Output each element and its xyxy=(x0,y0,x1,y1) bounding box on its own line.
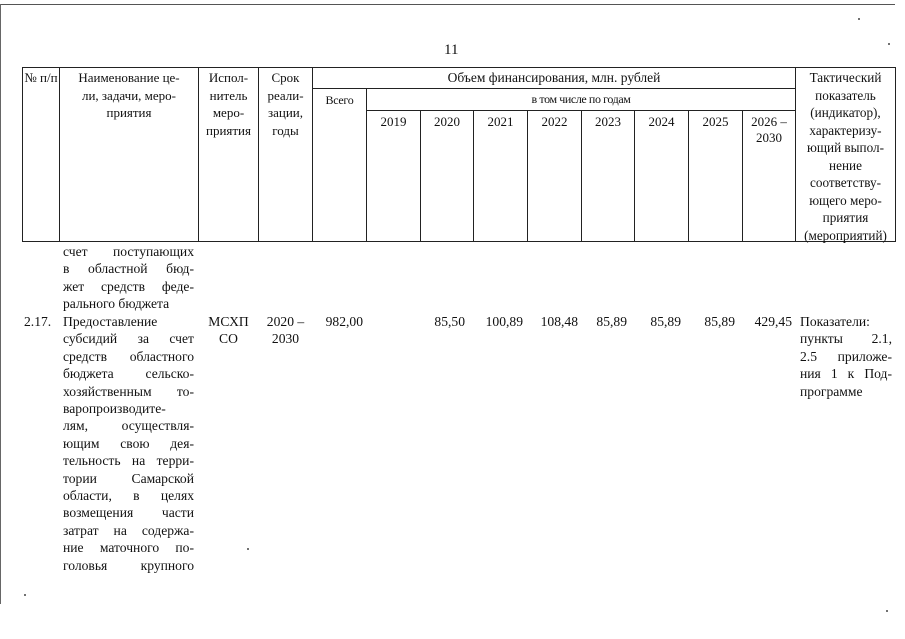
hdr-cell-num xyxy=(22,67,60,242)
row-term: 2020 – 2030 xyxy=(266,314,305,347)
hdr-label-indicator: Тактический показатель (индикатор), характеризу- ющий выпол- нение соответству- ющего меро- приятия (мероприятий) xyxy=(804,70,887,243)
scan-speck xyxy=(858,18,860,20)
continuation-text: счет поступающих в областной бюд- жет средств феде- рального бюджета xyxy=(63,244,194,312)
scan-speck xyxy=(24,594,26,596)
year-label: 2025 xyxy=(702,114,729,129)
year-label: 2019 xyxy=(380,114,407,129)
year-label: 2021 xyxy=(487,114,514,129)
hdr-label-name: Наименование це- ли, задачи, меро- приятия xyxy=(78,70,180,120)
row-value-2023: 85,89 xyxy=(596,314,627,329)
row-value-2020: 85,50 xyxy=(434,314,465,329)
year-label: 2022 xyxy=(541,114,568,129)
hdr-label-term: Срок реали- зации, годы xyxy=(267,70,304,138)
row-indicator: Показатели: пункты 2.1, 2.5 приложе- ния 1 к Под- программе xyxy=(800,314,892,399)
scan-speck xyxy=(247,548,249,550)
page-number: 11 xyxy=(444,42,459,58)
year-label: 2023 xyxy=(595,114,621,129)
hdr-cell-total xyxy=(312,88,367,242)
scan-speck xyxy=(888,43,890,45)
scan-left-edge xyxy=(0,4,1,604)
scan-top-edge xyxy=(0,0,895,5)
row-value-2025: 85,89 xyxy=(704,314,735,329)
hdr-label-num: № п/п xyxy=(24,70,58,85)
row-value-2024: 85,89 xyxy=(650,314,681,329)
row-value-2022: 108,48 xyxy=(540,314,578,329)
row-value-2021: 100,89 xyxy=(485,314,523,329)
row-total: 982,00 xyxy=(325,314,363,329)
row-name: Предоставление субсидий за счет средств областного бюджета сельско- хозяйственным то- варопроизводите- лям, осуществля- ющим свою дея- тельность на терри- тории Самарской области, в целях возмещения части затрат на содержа- ние маточного по- головья крупного xyxy=(63,314,194,573)
hdr-label-total: Всего xyxy=(325,93,354,107)
row-executor: МСХП СО xyxy=(208,314,249,347)
year-label: 2024 xyxy=(648,114,675,129)
year-label-last: 2026 – 2030 xyxy=(751,114,787,145)
year-label: 2020 xyxy=(434,114,460,129)
hdr-label-years-group: в том числе по годам xyxy=(531,92,631,106)
scan-speck xyxy=(886,610,888,612)
hdr-label-exec: Испол- нитель меро- приятия xyxy=(205,70,251,138)
hdr-label-funding: Объем финансирования, млн. рублей xyxy=(447,70,661,85)
row-number: 2.17. xyxy=(24,314,52,329)
row-value-2026-2030: 429,45 xyxy=(754,314,792,329)
